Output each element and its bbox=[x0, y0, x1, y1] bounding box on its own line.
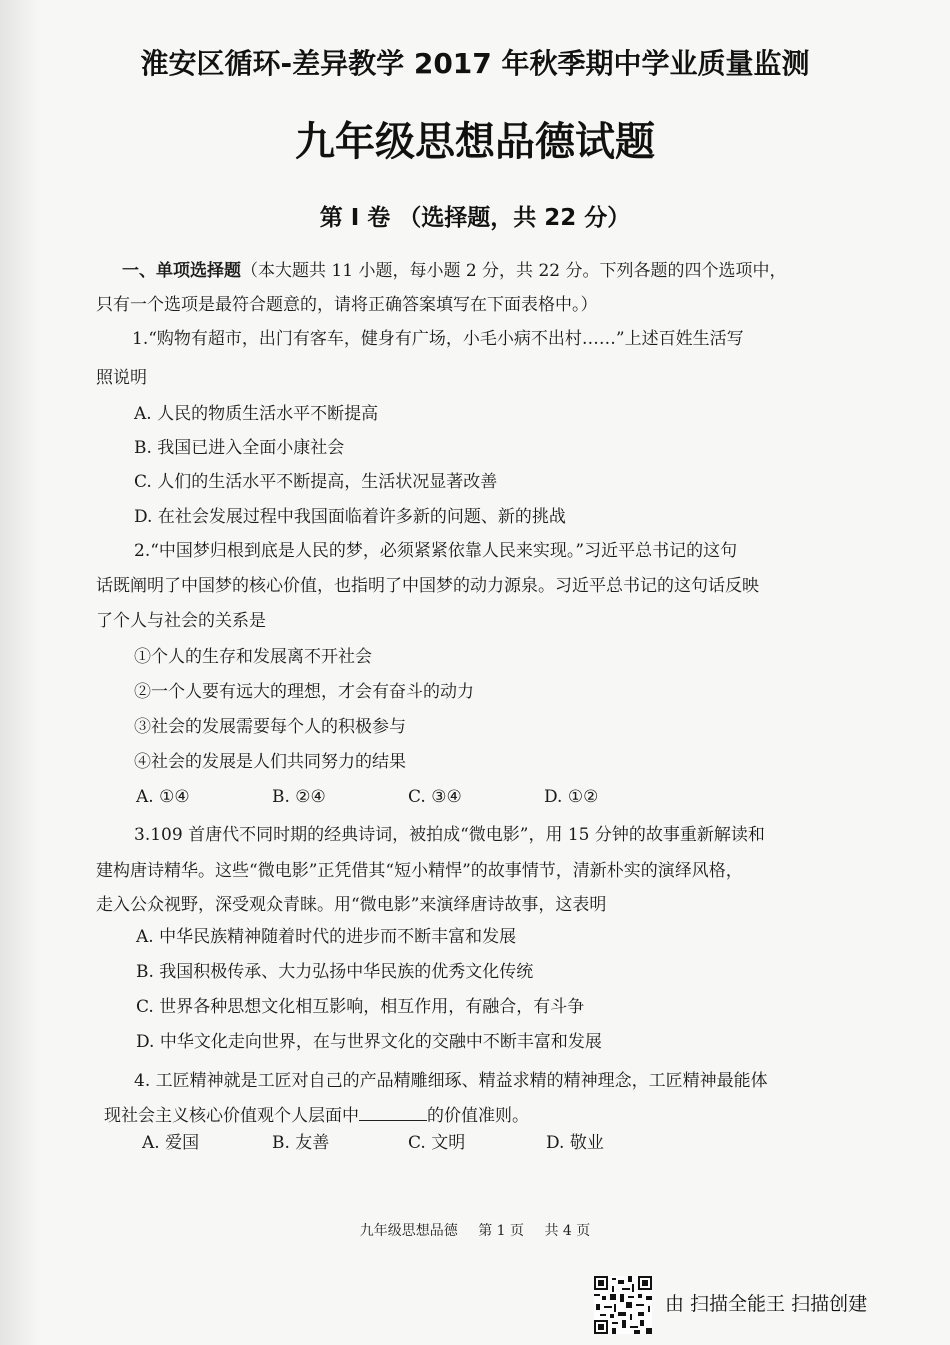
question-4-stem: 4. 工匠精神就是工匠对自己的产品精雕细琢、精益求精的精神理念，工匠精神最能体 bbox=[134, 1071, 768, 1091]
scanner-watermark-text: 由 扫描全能王 扫描创建 bbox=[665, 1293, 868, 1315]
question-3-option-c: C. 世界各种思想文化相互影响，相互作用，有融合，有斗争 bbox=[136, 997, 585, 1017]
question-3-option-a: A. 中华民族精神随着时代的进步而不断丰富和发展 bbox=[136, 927, 517, 947]
question-2-statement: ④社会的发展是人们共同努力的结果 bbox=[134, 752, 406, 772]
question-3-stem-cont: 走入公众视野，深受观众青睐。用“微电影”来演绎唐诗故事，这表明 bbox=[96, 895, 607, 915]
answer-blank bbox=[359, 1104, 427, 1121]
qr-code-icon bbox=[594, 1276, 652, 1334]
question-1-option-d: D. 在社会发展过程中我国面临着许多新的问题、新的挑战 bbox=[134, 507, 566, 527]
section-title: 第 I 卷 （选择题，共 22 分） bbox=[319, 205, 631, 231]
question-2-option-a: A. ①④ bbox=[136, 787, 190, 807]
question-4-stem-text: 现社会主义核心价值观个人层面中 bbox=[104, 1106, 359, 1126]
instructions-line-1 bbox=[122, 260, 787, 282]
footer-subject: 九年级思想品德 bbox=[359, 1223, 458, 1239]
question-3-stem: 3.109 首唐代不同时期的经典诗词，被拍成“微电影”，用 15 分钟的故事重新解读和 bbox=[134, 825, 765, 845]
question-3-option-d: D. 中华文化走向世界，在与世界文化的交融中不断丰富和发展 bbox=[136, 1032, 602, 1052]
question-3-stem-cont: 建构唐诗精华。这些“微电影”正凭借其“短小精悍”的故事情节，清新朴实的演绎风格， bbox=[96, 861, 743, 881]
instructions-line-2: 只有一个选项是最符合题意的，请将正确答案填写在下面表格中。） bbox=[96, 295, 598, 315]
question-1-option-c: C. 人们的生活水平不断提高，生活状况显著改善 bbox=[134, 472, 498, 492]
question-2-statement: ③社会的发展需要每个人的积极参与 bbox=[134, 717, 406, 737]
question-2-option-b: B. ②④ bbox=[272, 787, 326, 807]
question-2-options bbox=[0, 786, 950, 808]
question-2-stem-cont: 话既阐明了中国梦的核心价值，也指明了中国梦的动力源泉。习近平总书记的这句话反映 bbox=[96, 576, 759, 596]
exam-title: 九年级思想品德试题 bbox=[295, 118, 655, 165]
question-2-statement: ②一个人要有远大的理想，才会有奋斗的动力 bbox=[134, 682, 474, 702]
question-4-option-c: C. 文明 bbox=[408, 1133, 466, 1153]
question-2-option-d: D. ①② bbox=[544, 787, 599, 807]
question-4-stem-text-end: 的价值准则。 bbox=[427, 1106, 529, 1126]
question-4-stem-cont bbox=[104, 1104, 529, 1127]
question-4-option-d: D. 敬业 bbox=[546, 1133, 604, 1153]
question-1-stem: 1.“购物有超市，出门有客车，健身有广场，小毛小病不出村……”上述百姓生活写 bbox=[132, 329, 744, 349]
instructions-heading: 一、单项选择题 bbox=[122, 261, 241, 281]
question-1-stem-cont: 照说明 bbox=[96, 368, 147, 388]
footer-total-pages: 共 4 页 bbox=[544, 1223, 591, 1239]
footer-page-number: 第 1 页 bbox=[478, 1223, 524, 1239]
question-2-stem: 2.“中国梦归根到底是人民的梦，必须紧紧依靠人民来实现。”习近平总书记的这句 bbox=[134, 541, 738, 561]
question-1-option-b: B. 我国已进入全面小康社会 bbox=[134, 438, 345, 458]
header-title: 淮安区循环-差异教学 2017 年秋季期中学业质量监测 bbox=[140, 47, 810, 80]
page-footer bbox=[0, 1222, 950, 1240]
question-2-stem-cont: 了个人与社会的关系是 bbox=[96, 611, 266, 631]
question-2-option-c: C. ③④ bbox=[408, 787, 462, 807]
question-4-option-a: A. 爱国 bbox=[142, 1133, 200, 1153]
question-2-statement: ①个人的生存和发展离不开社会 bbox=[134, 647, 372, 667]
question-3-option-b: B. 我国积极传承、大力弘扬中华民族的优秀文化传统 bbox=[136, 962, 534, 982]
instructions-text: （本大题共 11 小题，每小题 2 分，共 22 分。下列各题的四个选项中， bbox=[241, 261, 787, 281]
question-1-option-a: A. 人民的物质生活水平不断提高 bbox=[134, 404, 379, 424]
question-4-options bbox=[0, 1132, 950, 1154]
question-4-option-b: B. 友善 bbox=[272, 1133, 330, 1153]
